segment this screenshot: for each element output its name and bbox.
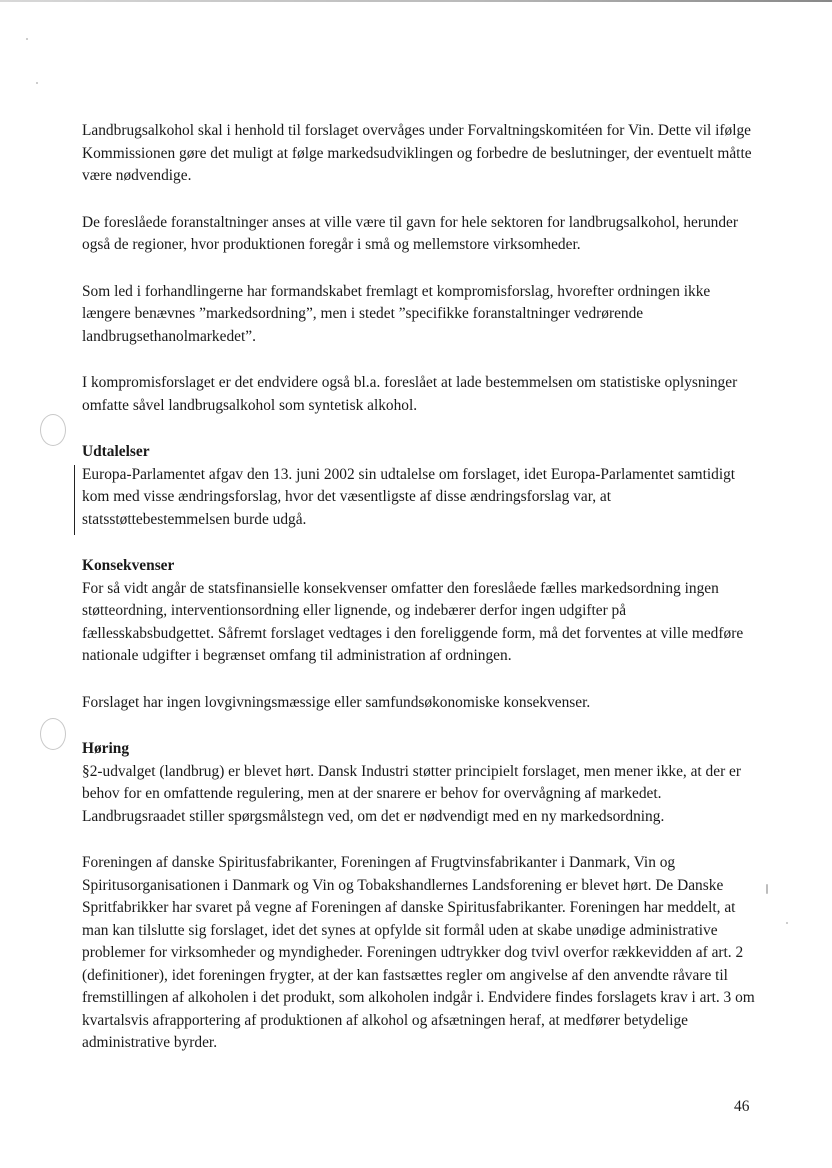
punch-hole-mark: [40, 414, 66, 446]
page-number: 46: [734, 1098, 750, 1115]
revision-change-bar: [74, 465, 75, 535]
scan-top-edge: [0, 0, 832, 2]
heading-udtalelser: Udtalelser: [82, 443, 150, 460]
document-body: [82, 120, 758, 1079]
section-hoering: [82, 738, 758, 1055]
section-konsekvenser: [82, 555, 758, 714]
scan-speck: [26, 38, 28, 40]
paragraph-udtalelser: Europa-Parlamentet afgav den 13. juni 2002 sin udtalelse om forslaget, idet Europa-Parlamentet samtidigt kom med visse ændringsforslag, hvor det væsentligste af disse ændringsforslag var, at statsstøttebestemmelsen burde udgå.: [82, 465, 736, 528]
paragraph-hoering: §2-udvalget (landbrug) er blevet hørt. Dansk Industri støtter principielt forslaget, men mener ikke, at der er behov for en omfattende regulering, men at der snarere er behov for overvågning af markedet. Landbrugsraadet stiller spørgsmålstegn ved, om det er nødvendigt med en ny markedsordning.: [82, 762, 742, 825]
paragraph-hoering-2: Foreningen af danske Spiritusfabrikanter, Foreningen af Frugtvinsfabrikanter i Danmark, Vin og Spiritusorganisationen i Danmark og Vin og Tobakshandlernes Landsforening er blevet hørt. De Danske Spritfabrikker har svaret på vegne af Foreningen af danske Spiritusfabrikanter. Foreningen har meddelt, at man kan tilslutte sig forslaget, idet det synes at opfylde sit formål uden at skabe unødige administrative problemer for virksomheder og myndigheder. Foreningen udtrykker dog tvivl overfor rækkevidden af art. 2 (definitioner), idet foreningen frygter, at der kan fastsættes regler om angivelse af den anvendte råvare til fremstillingen af alkoholen i det produkt, som alkoholen indgår i. Endvidere findes forslagets krav i art. 3 om kvartalsvis afrapportering af produktionen af alkohol og afsætningen heraf, at medfører betydelige administrative byrder.: [82, 854, 755, 1051]
section-udtalelser: [82, 441, 758, 531]
paragraph-konsekvenser-2: Forslaget har ingen lovgivningsmæssige eller samfundsøkonomiske konsekvenser.: [82, 693, 591, 711]
paragraph-statistiske-oplysninger: I kompromisforslaget er det endvidere også bl.a. foreslået at lade bestemmelsen om statistiske oplysninger omfatte såvel landbrugsalkohol som syntetisk alkohol.: [82, 374, 738, 414]
heading-hoering: Høring: [82, 740, 130, 757]
paragraph-gavn-for-sektoren: De foreslåede foranstaltninger anses at ville være til gavn for hele sektoren for landbrugsalkohol, herunder også de regioner, hvor produktionen foregår i små og mellemstore virksomheder.: [82, 213, 739, 253]
paragraph-forvaltningskomiteen: Landbrugsalkohol skal i henhold til forslaget overvåges under Forvaltningskomitéen for Vin. Dette vil ifølge Kommissionen gøre det muligt at følge markedsudviklingen og forbedre de beslutninger, der eventuelt måtte være nødvendige.: [82, 122, 752, 184]
paragraph-konsekvenser: For så vidt angår de statsfinansielle konsekvenser omfatter den foreslåede fælles markedsordning ingen støtteordning, interventionsordning eller lignende, og indebærer derfor ingen udgifter på fællesskabsbudgettet. Såfremt forslaget vedtages i den foreliggende form, må det forventes at ville medføre nationale udgifter i begrænset omfang til administration af ordningen.: [82, 579, 744, 664]
scan-speck: [36, 82, 38, 84]
punch-hole-mark: [40, 718, 66, 750]
scan-speck: [786, 922, 788, 924]
heading-konsekvenser: Konsekvenser: [82, 557, 175, 574]
scan-speck: [766, 884, 768, 894]
paragraph-kompromisforslag: Som led i forhandlingerne har formandskabet fremlagt et kompromisforslag, hvorefter ordningen ikke længere benævnes ”markedsordning”, men i stedet ”specifikke foranstaltninger vedrørende landbrugsethanolmarkedet”.: [82, 282, 711, 345]
